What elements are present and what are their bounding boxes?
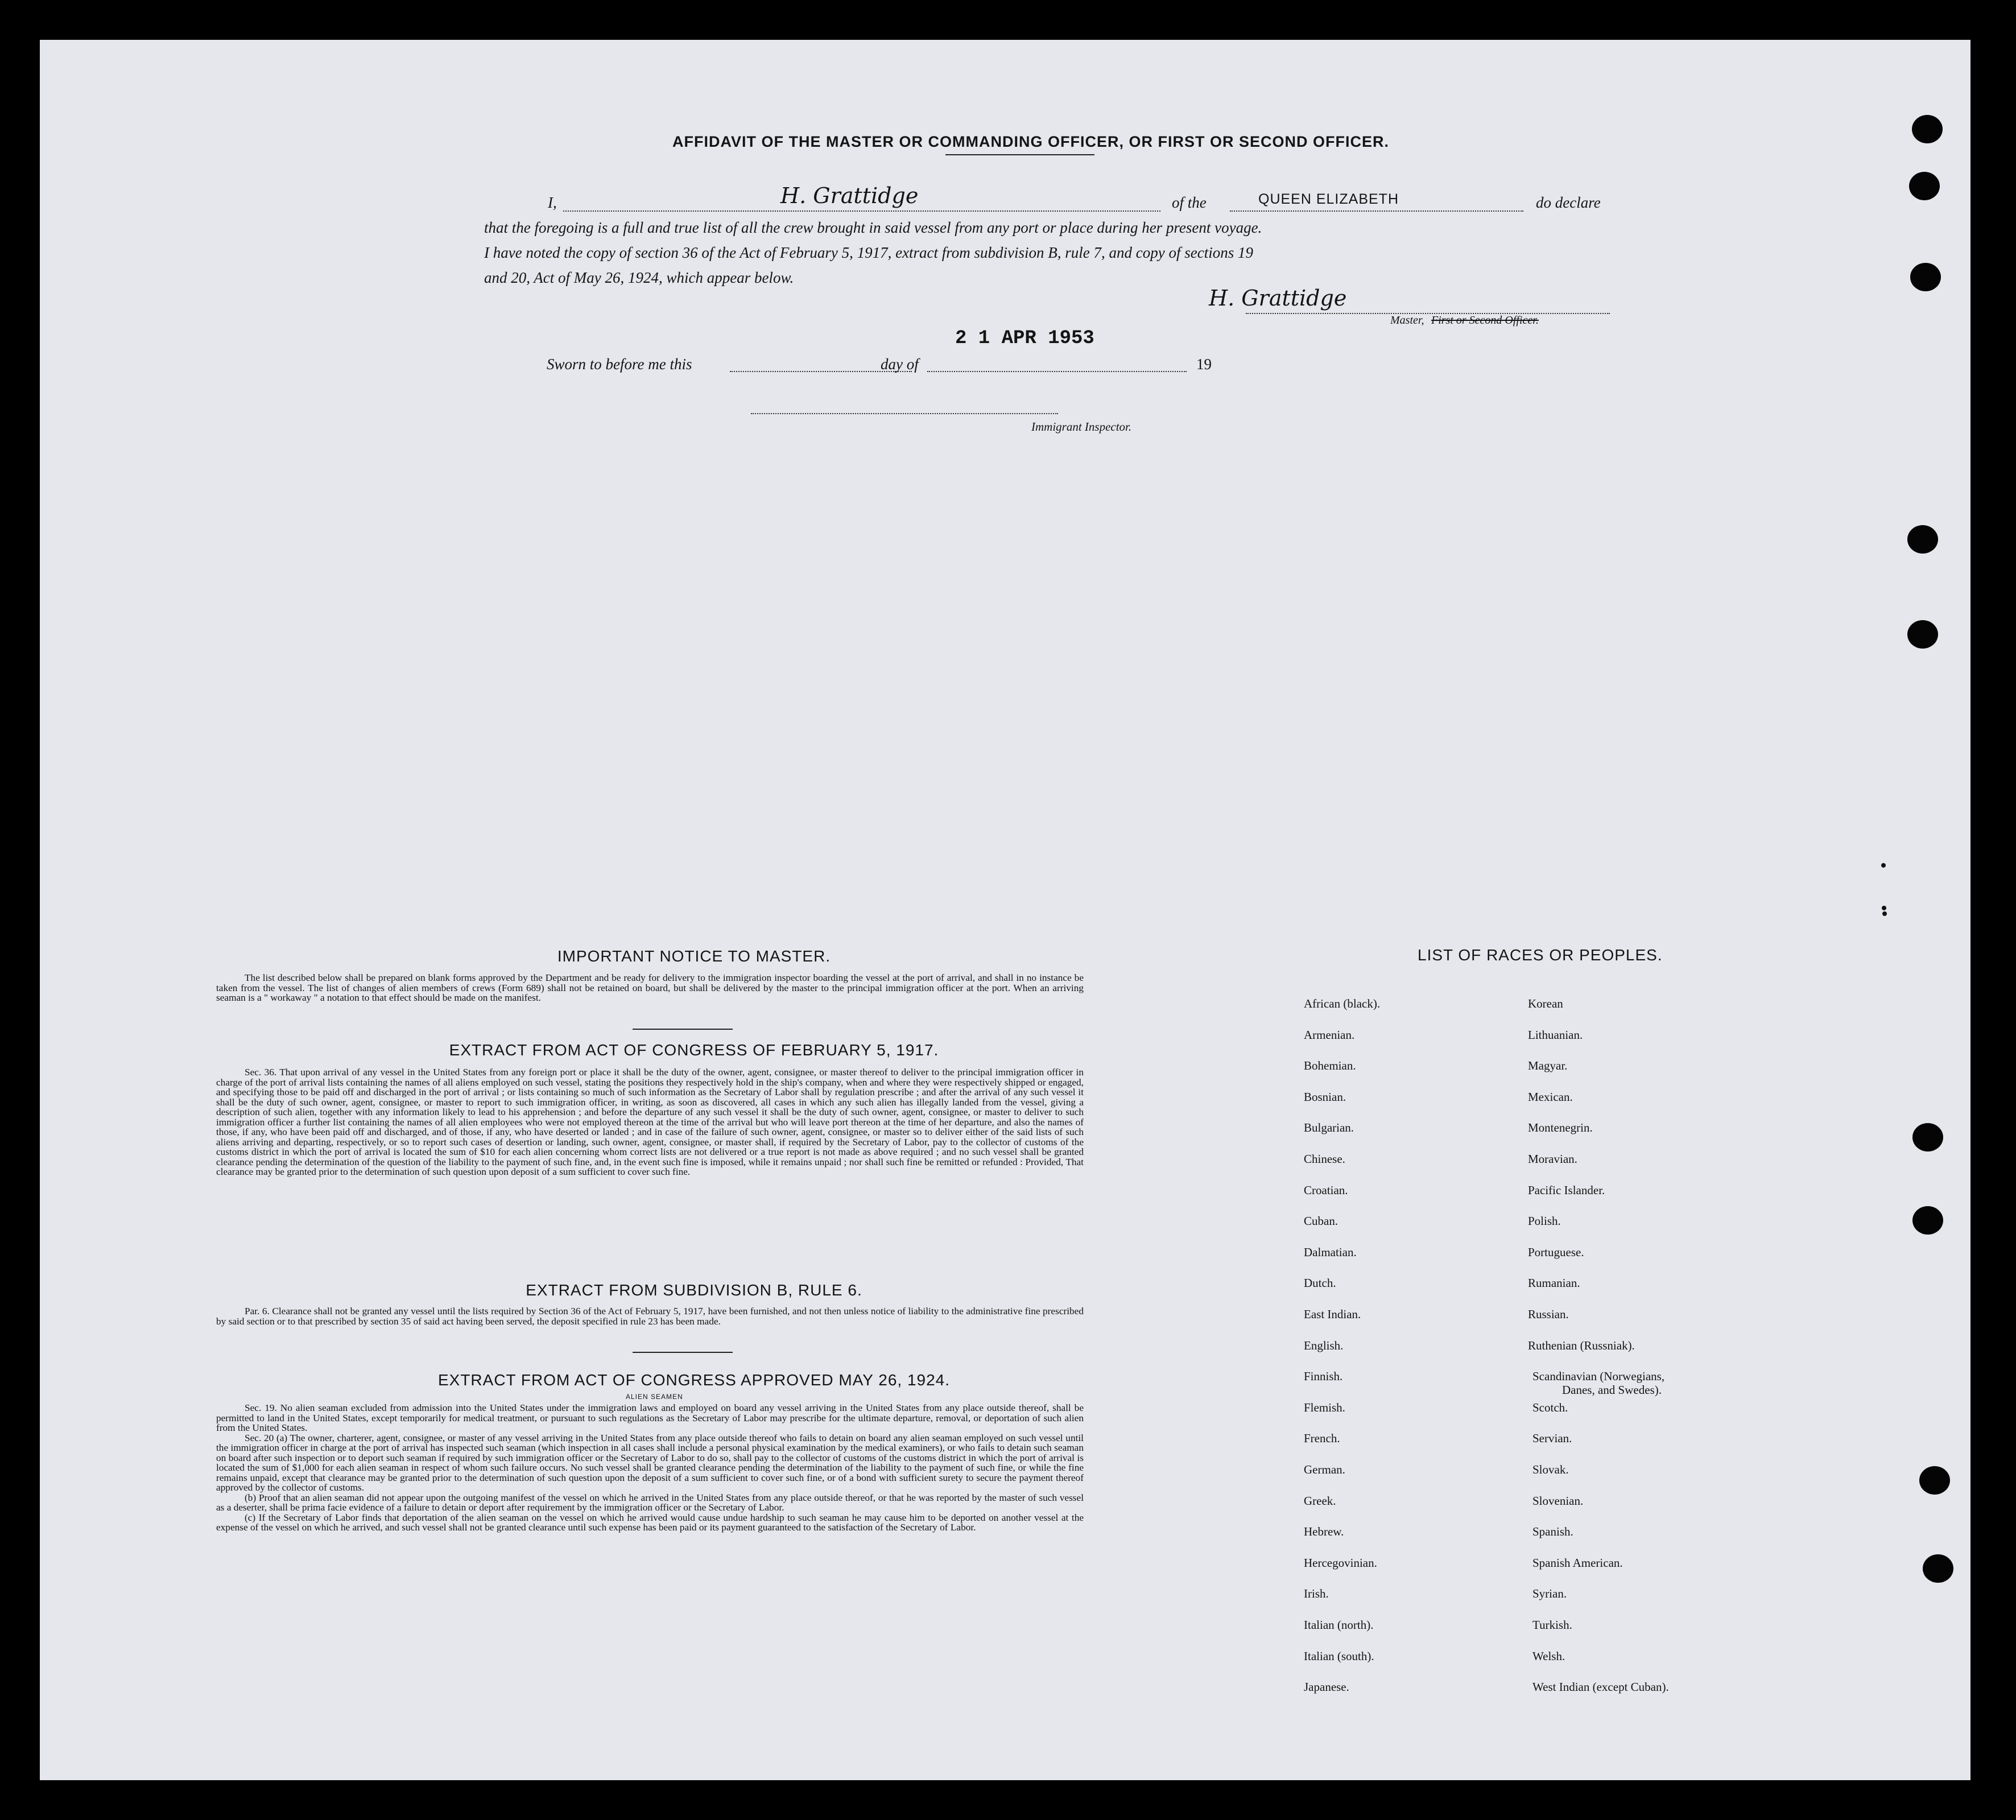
race-item: Ruthenian (Russniak). xyxy=(1528,1338,1635,1352)
document-page xyxy=(40,40,1970,1780)
punch-hole xyxy=(1912,115,1943,143)
master-label: Master, xyxy=(1390,314,1424,327)
race-item: Polish. xyxy=(1528,1214,1561,1228)
subdivision-body: Par. 6. Clearance shall not be granted any vessel until the lists required by Section 36 of the Act of February 5, 1917, have been furnished, and not then unless notice of liability to the administrative fine prescribed by said section or to that prescribed by section 35 of said act having been served, the deposit specified in rule 23 has been made. xyxy=(216,1306,1084,1327)
punch-hole xyxy=(1909,172,1940,200)
race-item: Mexican. xyxy=(1528,1089,1573,1104)
notice-title: IMPORTANT NOTICE TO MASTER. xyxy=(557,947,831,965)
race-item: Servian. xyxy=(1532,1431,1572,1446)
race-item: Spanish. xyxy=(1532,1525,1573,1539)
subdivision-title: EXTRACT FROM SUBDIVISION B, RULE 6. xyxy=(526,1281,862,1299)
race-item: African (black). xyxy=(1304,997,1381,1010)
race-item: Moravian. xyxy=(1528,1152,1577,1166)
sec-20b-text: (b) Proof that an alien seaman did not appear upon the outgoing manifest of the vessel on which he arrived in the United States from any place outside thereof, or that he was reported by the master of such vessel as a deserter, shall be prima facie evidence of a failure to detain or deport after requirement by the immigration officer or the Secretary of Labor. xyxy=(216,1492,1084,1513)
race-item: Scotch. xyxy=(1532,1400,1568,1414)
section-rule xyxy=(633,1352,733,1353)
affidavit-title: AFFIDAVIT OF THE MASTER OR COMMANDING OFFICER, OR FIRST OR SECOND OFFICER. xyxy=(672,133,1389,150)
race-item: Japanese. xyxy=(1304,1680,1349,1694)
race-item: Dalmatian. xyxy=(1304,1245,1357,1259)
master-signature: H. Grattidge xyxy=(780,183,919,208)
inspector-fill-line xyxy=(751,413,1058,414)
race-item: Cuban. xyxy=(1304,1214,1339,1228)
day-of-label: day of xyxy=(881,356,919,373)
race-item: French. xyxy=(1304,1431,1340,1446)
notice-body: The list described below shall be prepared on blank forms approved by the Department and be ready for delivery to the immigration inspector boarding the vessel at the port of arrival, and shall in no instance be taken from the vessel. The list of changes of alien members of crews (Form 689) shall not be retained on board, but shall be delivered by the master to the principal immigration officer at the port. When an arriving seaman is a " workaway " a notation to that effect should be made on the manifest. xyxy=(216,972,1084,1003)
race-item: Bulgarian. xyxy=(1304,1121,1354,1135)
race-item: Bosnian. xyxy=(1304,1089,1346,1104)
vessel-name: QUEEN ELIZABETH xyxy=(1258,191,1399,207)
punch-hole xyxy=(1923,1554,1953,1583)
race-item: Hebrew. xyxy=(1304,1525,1344,1539)
ink-dot xyxy=(1881,863,1886,868)
race-item: Montenegrin. xyxy=(1528,1121,1593,1135)
ink-dot xyxy=(1882,906,1886,910)
race-item: German. xyxy=(1304,1463,1345,1476)
race-item: Armenian. xyxy=(1304,1027,1355,1042)
race-item: Magyar. xyxy=(1528,1059,1568,1073)
race-item: Hercegovinian. xyxy=(1304,1555,1377,1570)
section-rule xyxy=(633,1029,733,1030)
race-item: East Indian. xyxy=(1304,1307,1361,1321)
punch-hole xyxy=(1912,1123,1943,1152)
race-item: Italian (south). xyxy=(1304,1649,1374,1663)
races-title: LIST OF RACES OR PEOPLES. xyxy=(1418,946,1663,964)
punch-hole xyxy=(1919,1466,1950,1495)
race-item: Italian (north). xyxy=(1304,1618,1374,1632)
signature-fill-line xyxy=(1246,313,1610,314)
race-item: Scandinavian (Norwegians, xyxy=(1532,1369,1665,1384)
affidavit-line-4: and 20, Act of May 26, 1924, which appear below. xyxy=(484,269,794,286)
punch-hole xyxy=(1912,1206,1943,1235)
race-item: English. xyxy=(1304,1338,1344,1352)
sec-19-text: Sec. 19. No alien seaman excluded from admission into the United States under the immigration laws and employed on board any vessel arriving in the United States from any place outside thereof, shall be permitted to land in the United States, except temporarily for medical treatment, or pursuant to such regulations as the Secretary of Labor may prescribe for the ultimate departure, removal, or deportation of such alien from the United States. xyxy=(216,1402,1084,1433)
race-item: Korean xyxy=(1528,997,1563,1010)
extract-1924-subtitle: ALIEN SEAMEN xyxy=(626,1393,683,1401)
sworn-label: Sworn to before me this xyxy=(547,356,692,373)
title-underline xyxy=(945,154,1094,155)
affidavit-line-3: I have noted the copy of section 36 of the Act of February 5, 1917, extract from subdivision B, rule 7, and copy of sections 19 xyxy=(484,244,1253,261)
of-the-label: of the xyxy=(1172,194,1207,211)
race-item: Dutch. xyxy=(1304,1276,1336,1290)
affidavit-line-2: that the foregoing is a full and true list of all the crew brought in said vessel from any port or place during her present voyage. xyxy=(484,219,1262,236)
race-item: Russian. xyxy=(1528,1307,1569,1321)
race-item: Finnish. xyxy=(1304,1369,1343,1384)
race-item: Rumanian. xyxy=(1528,1276,1580,1290)
struck-officer-label: First or Second Officer. xyxy=(1431,314,1539,327)
name-fill-line xyxy=(563,211,1160,212)
year-prefix: 19 xyxy=(1196,356,1212,373)
sec-20a-text: Sec. 20 (a) The owner, charterer, agent, consignee, or master of any vessel arriving in the United States from any place outside thereof who fails to detain on board any alien seaman employed on such vessel until the immigration officer in charge at the port of arrival has inspected such seaman (which inspection in all cases shall include a personal physical examination by the medical examiners), or who fails to detain such seaman on board after such inspection or to deport such seaman if required by such immigration officer or the Secretary of Labor to do so, shall pay to the collector of customs of the customs district in which the port of arrival is located the sum of $1,000 for each alien seaman in respect of whom such failure occurs. No such vessel shall be granted clearance pending the determination of the liability to the payment of such fine, or while the fine remains unpaid, except that clearance may be granted prior to the determination of such question upon the deposit of a sum sufficient to cover such fine, or of a bond with sufficient surety to secure the payment thereof approved by the collector of customs. xyxy=(216,1432,1084,1493)
race-item: Slovak. xyxy=(1532,1463,1569,1476)
race-item-continuation: Danes, and Swedes). xyxy=(1562,1383,1662,1397)
race-item: Syrian. xyxy=(1532,1587,1567,1601)
race-item: Spanish American. xyxy=(1532,1555,1623,1570)
do-declare-label: do declare xyxy=(1536,194,1601,211)
race-item: Greek. xyxy=(1304,1493,1336,1508)
master-signature-2: H. Grattidge xyxy=(1209,286,1347,311)
sec-20c-text: (c) If the Secretary of Labor finds that deportation of the alien seaman on the vessel on which he arrived would cause undue hardship to such seaman he may cause him to be deported on another vessel at the expense of the vessel on which he arrived, and such vessel shall not be granted clearance until such expense has been paid or its payment guaranteed to the satisfaction of the Secretary of Labor. xyxy=(216,1512,1084,1533)
punch-hole xyxy=(1907,525,1938,554)
race-item: Pacific Islander. xyxy=(1528,1183,1605,1197)
race-item: Slovenian. xyxy=(1532,1493,1584,1508)
vessel-fill-line xyxy=(1230,211,1523,212)
sworn-month-fill-line xyxy=(927,371,1187,372)
race-item: Portuguese. xyxy=(1528,1245,1584,1259)
race-item: Welsh. xyxy=(1532,1649,1565,1663)
extract-1917-title: EXTRACT FROM ACT OF CONGRESS OF FEBRUARY 5, 1917. xyxy=(449,1041,939,1059)
race-item: Turkish. xyxy=(1532,1618,1572,1632)
punch-hole xyxy=(1910,263,1941,291)
race-item: Bohemian. xyxy=(1304,1059,1356,1073)
extract-1924-title: EXTRACT FROM ACT OF CONGRESS APPROVED MAY 26, 1924. xyxy=(437,1371,951,1389)
extract-1917-body: Sec. 36. That upon arrival of any vessel in the United States from any foreign port or place it shall be the duty of the owner, agent, consignee, or master thereof to deliver to the principal immigration officer in charge of the port of arrival lists containing the names of all aliens employed on such vessel, stating the positions they respectively hold in the ship's company, when and where they were respectively shipped or engaged, and specifying those to be paid off and discharged in the port of arrival ; or lists containing so much of such information as the Secretary of Labor shall by regulation prescribe ; and after the arrival of any such vessel it shall be the duty of such owner, agent, consignee, or master to report to such immigration officer, in writing, as soon as discovered, all cases in which any such alien has illegally landed from the vessel, giving a description of such alien, together with any information likely to lead to his apprehension ; and before the departure of any such vessel it shall be the duty of such owner, agent, consignee, or master to deliver to such immigration officer a further list containing the names of all alien employees who were not employed thereon at the time of the arrival but who will leave port thereon at the time of her departure, and also the names of those, if any, who have been paid off and discharged, and of those, if any, who have deserted or landed ; and in case of the failure of such owner, agent, consignee, or master so to deliver either of the said lists of such aliens arriving and departing, respectively, or so to report such cases of desertion or landing, such owner, agent, consignee, or master shall, if required by the Secretary of Labor, pay to the collector of customs of the customs district in which the port of arrival is located the sum of $10 for each alien concerning whom correct lists are not delivered or a true report is not made as above required ; and no such vessel shall be granted clearance pending the determination of the question of the liability to the payment of such fine, and, in the event such fine is imposed, while it remains unpaid ; nor shall such fine be remitted or refunded : Provided, That clearance may be granted prior to the determination of such question upon deposit of a sum sufficient to cover such fine. xyxy=(216,1067,1084,1177)
ink-dot xyxy=(1882,911,1887,916)
affidavit-i-label: I, xyxy=(548,194,557,211)
date-stamp: 2 1 APR 1953 xyxy=(955,328,1094,349)
race-item: Chinese. xyxy=(1304,1152,1345,1166)
race-item: Croatian. xyxy=(1304,1183,1348,1197)
race-item: West Indian (except Cuban). xyxy=(1532,1680,1669,1694)
race-item: Flemish. xyxy=(1304,1400,1345,1414)
race-item: Irish. xyxy=(1304,1587,1329,1601)
race-item: Lithuanian. xyxy=(1528,1027,1583,1042)
punch-hole xyxy=(1907,620,1938,649)
inspector-label: Immigrant Inspector. xyxy=(1031,420,1132,434)
